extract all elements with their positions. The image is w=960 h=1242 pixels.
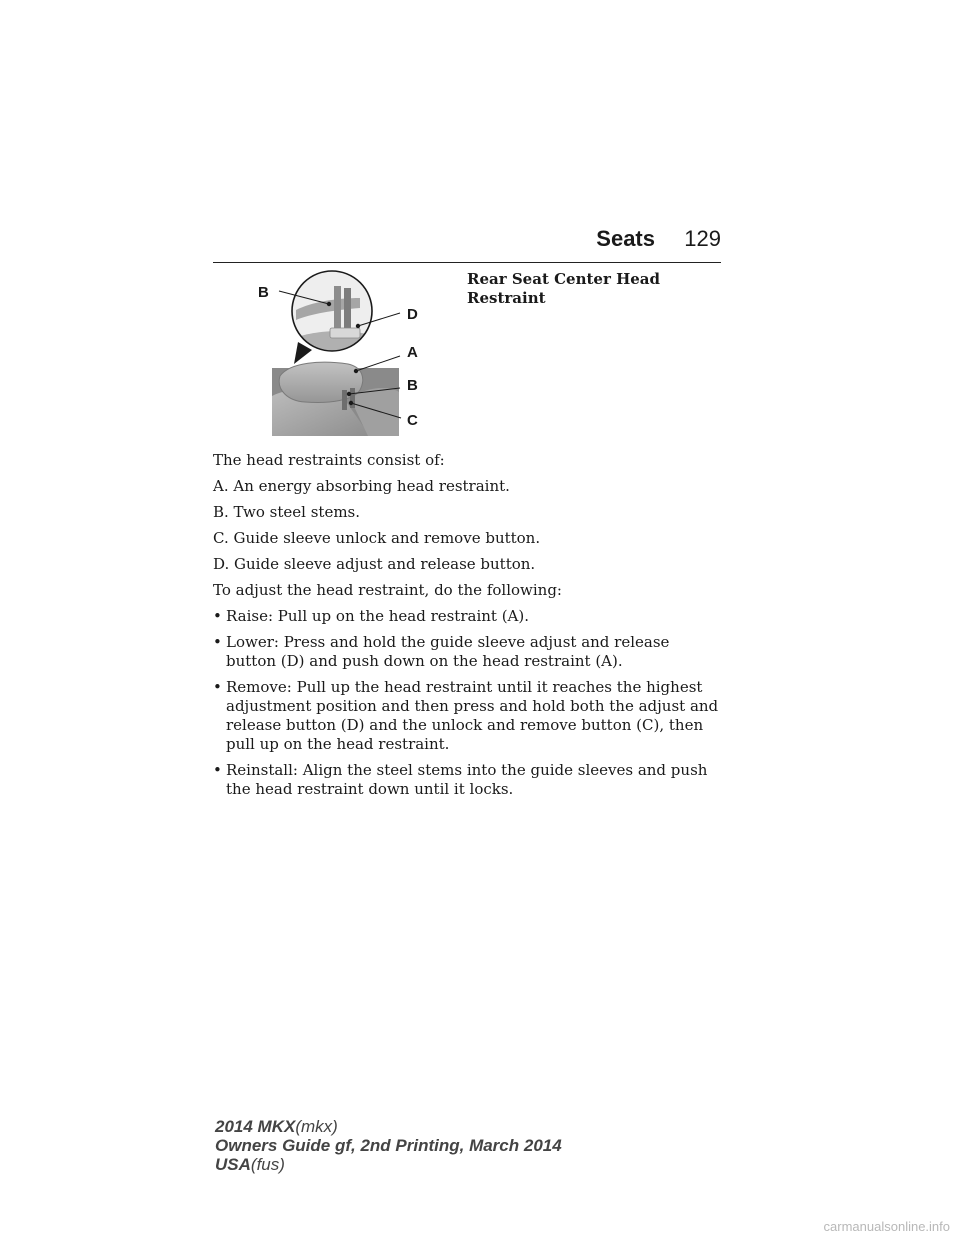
parts-intro: The head restraints consist of: <box>213 451 445 469</box>
list-item <box>213 761 723 799</box>
adjust-intro: To adjust the head restraint, do the following: <box>213 581 562 599</box>
bullet-icon: • <box>213 607 222 625</box>
figure-title: Rear Seat Center Head Restraint <box>467 270 661 307</box>
footer-guide: Owners Guide gf, 2nd Printing, March 2014 <box>215 1136 562 1155</box>
part-item: D. Guide sleeve adjust and release button. <box>213 555 536 573</box>
footer-model-code: (mkx) <box>295 1117 338 1136</box>
head-restraint-illustration <box>250 268 435 440</box>
part-item: C. Guide sleeve unlock and remove button. <box>213 529 541 547</box>
footer-model: 2014 MKX <box>215 1117 296 1136</box>
callout-c: C <box>407 412 418 429</box>
bullet-icon: • <box>213 633 222 651</box>
bullet-icon: • <box>213 761 222 779</box>
list-item <box>213 678 723 754</box>
page-header <box>213 226 721 263</box>
callout-a: A <box>407 344 418 361</box>
part-item: B. Two steel stems. <box>213 503 361 521</box>
bullet-icon: • <box>213 678 222 696</box>
footer-region: USA <box>215 1155 251 1174</box>
watermark: carmanualsonline.info <box>823 1219 950 1234</box>
footer-model-line <box>215 1117 562 1136</box>
footer-guide-line <box>215 1136 562 1155</box>
body-text <box>213 451 723 806</box>
step-text: Lower: Press and hold the guide sleeve adjust and release button (D) and push down on the head restraint (A). <box>226 633 670 670</box>
callout-b-inset: B <box>258 284 269 301</box>
part-item: A. An energy absorbing head restraint. <box>213 477 510 495</box>
footer-region-line <box>215 1155 562 1174</box>
step-text: Reinstall: Align the steel stems into the guide sleeves and push the head restraint down until it locks. <box>226 761 708 798</box>
callout-b-main: B <box>407 377 418 394</box>
callout-d: D <box>407 306 418 323</box>
list-item <box>213 607 723 626</box>
step-text: Remove: Pull up the head restraint until it reaches the highest adjustment position and then press and hold both the adjust and release button (D) and the unlock and remove button (C), then pull up on the head restraint. <box>226 678 719 753</box>
head-restraint-drawing <box>250 268 435 440</box>
page-number: 129 <box>684 226 721 251</box>
list-item <box>213 633 723 671</box>
section-title: Seats <box>596 226 655 251</box>
adjust-steps-list <box>213 607 723 799</box>
page-footer <box>215 1117 562 1174</box>
step-text: Raise: Pull up on the head restraint (A). <box>226 607 530 625</box>
footer-region-code: (fus) <box>250 1155 285 1174</box>
